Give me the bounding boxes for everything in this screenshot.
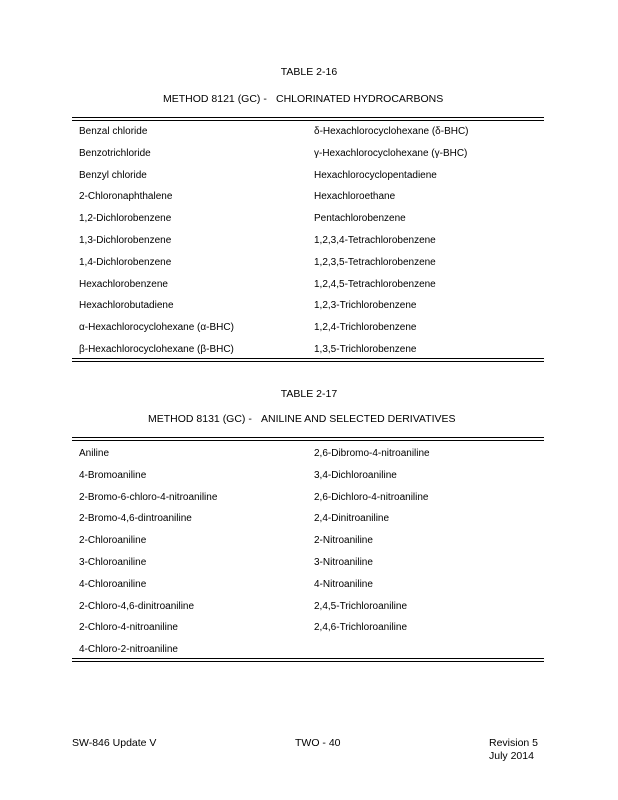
table-2-16-top-rule-2 <box>72 120 544 121</box>
compound-left-3: 2-Chloronaphthalene <box>79 191 173 203</box>
compound-left-7: 2-Chloro-4,6-dinitroaniline <box>79 600 195 612</box>
compound-left-4: 1,2-Dichlorobenzene <box>79 213 172 225</box>
table-2-16-subject: CHLORINATED HYDROCARBONS <box>276 93 444 105</box>
compound-right-2: Hexachlorocyclopentadiene <box>314 169 437 181</box>
compound-right-5: 3-Nitroaniline <box>314 557 373 568</box>
table-2-17-bottom-rule-2 <box>72 661 544 662</box>
table-2-17-top-rule-2 <box>72 440 544 441</box>
compound-left-4: 2-Chloroaniline <box>79 535 147 547</box>
compound-right-4: 2-Nitroaniline <box>314 535 373 547</box>
compound-left-2: Benzyl chloride <box>79 169 147 181</box>
compound-right-4: Pentachlorobenzene <box>314 213 406 225</box>
compound-right-9: 1,2,4-Trichlorobenzene <box>314 322 417 334</box>
compound-right-5: 1,2,3,4-Tetrachlorobenzene <box>314 235 436 246</box>
table-2-16-bottom-rule-2 <box>72 361 544 362</box>
compound-right-2: 2,6-Dichloro-4-nitroaniline <box>314 491 429 503</box>
table-2-17-method: METHOD 8131 (GC) - <box>148 413 252 425</box>
compound-left-8: 2-Chloro-4-nitroaniline <box>79 622 178 634</box>
compound-left-5: 1,3-Dichlorobenzene <box>79 235 172 246</box>
compound-left-8: Hexachlorobutadiene <box>79 300 174 312</box>
compound-left-6: 4-Chloroaniline <box>79 578 147 590</box>
footer-document-id: SW-846 Update V <box>72 737 157 749</box>
table-2-17-subject: ANILINE AND SELECTED DERIVATIVES <box>261 413 456 425</box>
compound-right-6: 4-Nitroaniline <box>314 578 373 590</box>
compound-left-9: α-Hexachlorocyclohexane (α-BHC) <box>79 322 234 334</box>
compound-left-6: 1,4-Dichlorobenzene <box>79 256 172 268</box>
footer-revision: Revision 5 <box>489 737 539 749</box>
compound-left-1: 4-Bromoaniline <box>79 469 147 481</box>
compound-right-8: 1,2,3-Trichlorobenzene <box>314 300 417 312</box>
compound-right-3: Hexachloroethane <box>314 191 396 203</box>
table-2-16-method: METHOD 8121 (GC) - <box>163 93 267 105</box>
footer-date: July 2014 <box>489 750 534 762</box>
table-2-16-bottom-rule <box>72 358 544 359</box>
table-2-16-title: TABLE 2-16 <box>280 66 338 78</box>
compound-right-1: 3,4-Dichloroaniline <box>314 469 397 481</box>
table-2-16-top-rule <box>72 117 544 118</box>
compound-left-7: Hexachlorobenzene <box>79 278 168 290</box>
compound-left-0: Aniline <box>79 448 110 459</box>
compound-left-2: 2-Bromo-6-chloro-4-nitroaniline <box>79 491 218 503</box>
compound-left-3: 2-Bromo-4,6-dintroaniline <box>79 513 192 525</box>
compound-right-3: 2,4-Dinitroaniline <box>314 513 390 525</box>
table-2-17-title: TABLE 2-17 <box>280 388 338 400</box>
compound-left-10: β-Hexachlorocyclohexane (β-BHC) <box>79 344 234 355</box>
compound-left-5: 3-Chloroaniline <box>79 557 147 568</box>
compound-right-8: 2,4,6-Trichloroaniline <box>314 622 408 634</box>
footer-page-number: TWO - 40 <box>295 737 341 749</box>
compound-left-1: Benzotrichloride <box>79 147 151 159</box>
table-2-17-bottom-rule <box>72 658 544 659</box>
compound-right-6: 1,2,3,5-Tetrachlorobenzene <box>314 256 436 268</box>
compound-left-9: 4-Chloro-2-nitroaniline <box>79 644 178 656</box>
compound-right-0: 2,6-Dibromo-4-nitroaniline <box>314 448 430 459</box>
compound-right-0: δ-Hexachlorocyclohexane (δ-BHC) <box>314 126 469 137</box>
compound-left-0: Benzal chloride <box>79 126 148 137</box>
compound-right-7: 1,2,4,5-Tetrachlorobenzene <box>314 278 436 290</box>
compound-right-1: γ-Hexachlorocyclohexane (γ-BHC) <box>314 147 468 159</box>
compound-right-10: 1,3,5-Trichlorobenzene <box>314 344 417 355</box>
table-2-17-top-rule <box>72 437 544 438</box>
compound-right-7: 2,4,5-Trichloroaniline <box>314 600 408 612</box>
